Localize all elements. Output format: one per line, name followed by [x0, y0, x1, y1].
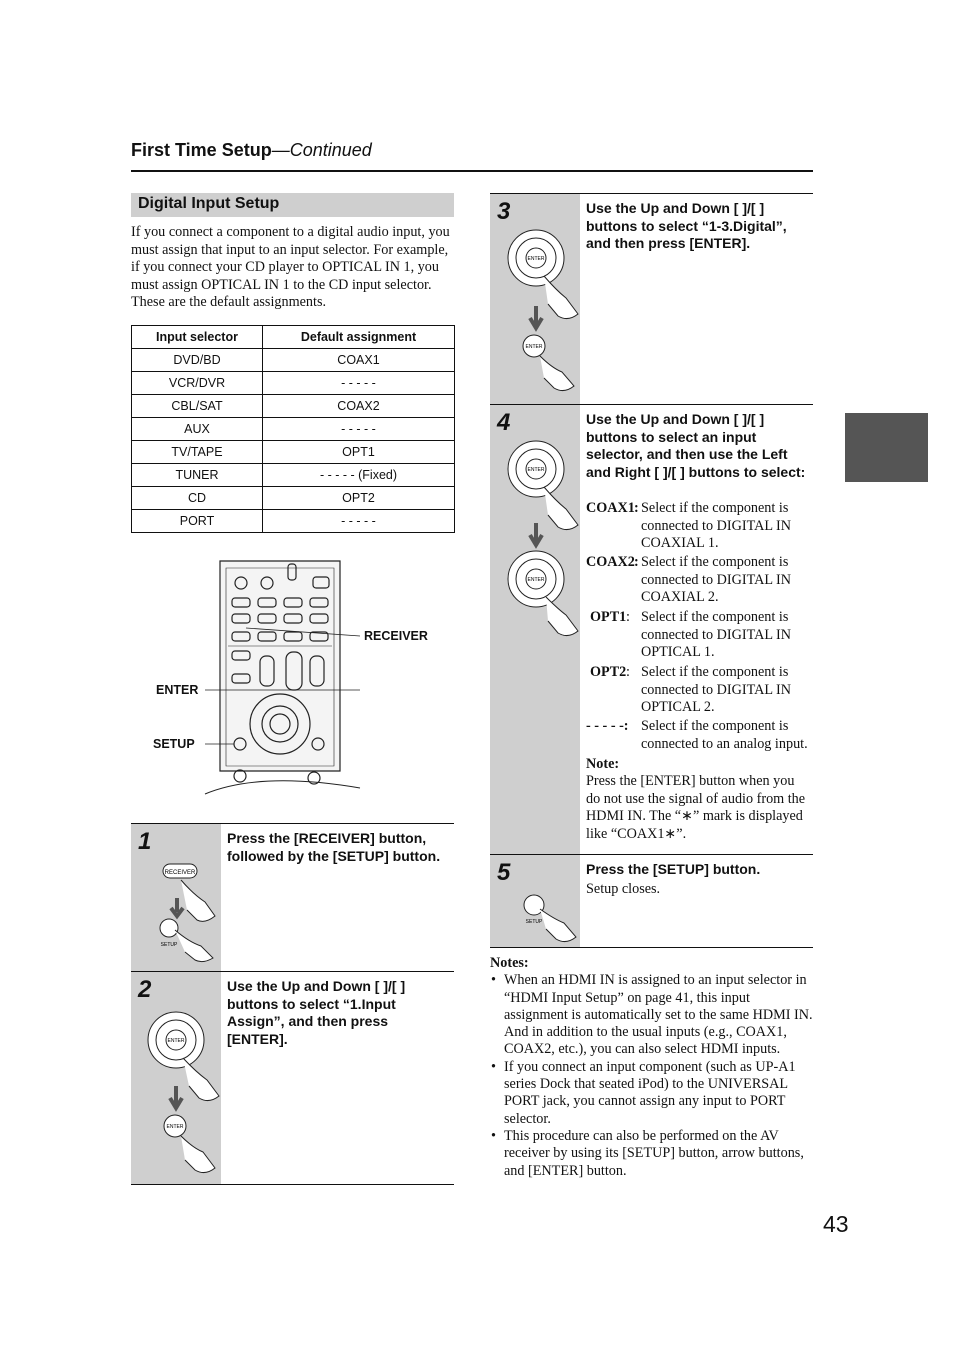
- input-selector-cell: PORT: [132, 510, 263, 533]
- assignment-cell: - - - - -: [263, 510, 455, 533]
- step-number: 3: [497, 198, 511, 225]
- notes-section: [490, 955, 814, 1180]
- step-number: 1: [138, 828, 152, 855]
- enter-button-label: ENTER: [167, 1038, 185, 1044]
- step-note: [586, 756, 812, 843]
- step-5: [490, 854, 813, 948]
- option-key: COAX2: [586, 554, 635, 570]
- notes-label: Notes:: [490, 955, 529, 971]
- table-row: [132, 510, 455, 533]
- option-description: Select if the component is connected to DIGITAL IN OPTICAL 1.: [641, 609, 792, 661]
- setup-callout: SETUP: [153, 737, 195, 751]
- intro-paragraph: If you connect a component to a digital audio input, you must assign that input to an input selector. For example, if you connect your CD player to OPTICAL IN 1, you must assign OPTICAL IN 1 to the CD input selector. These are the default assignments.: [131, 224, 450, 311]
- input-selector-cell: VCR/DVR: [132, 372, 263, 395]
- input-selector-cell: AUX: [132, 418, 263, 441]
- option-description: Select if the component is connected to DIGITAL IN COAXIAL 1.: [641, 500, 792, 552]
- option-coax1: COAX1 : Select if the component is connected to DIGITAL IN COAXIAL 1.: [586, 500, 816, 554]
- input-selector-cell: CD: [132, 487, 263, 510]
- table-row: [132, 395, 455, 418]
- input-selector-cell: TV/TAPE: [132, 441, 263, 464]
- list-item: • If you connect an input component (such as UP-A1 series Dock that seated iPod) to the UNIVERSAL PORT jack, you cannot assign any input to PORT selector.: [504, 1059, 814, 1128]
- step-number: 2: [138, 976, 152, 1003]
- enter-button-label: ENTER: [527, 467, 545, 473]
- step-instruction: Use the Up and Down [ ]/[ ] buttons to select “1-3.Digital”, and then press [ENTER].: [586, 200, 787, 251]
- step-note-text: Press the [ENTER] button when you do not use the signal of audio from the HDMI IN. The “∗” mark is displayed like “COAX1∗”.: [586, 773, 806, 842]
- option-description: Select if the component is connected to DIGITAL IN OPTICAL 2.: [641, 664, 792, 716]
- receiver-callout: RECEIVER: [364, 629, 428, 643]
- option-key: - - - - -:: [586, 718, 629, 734]
- option-key: COAX1: [586, 500, 635, 516]
- option-opt1: OPT1 : Select if the component is connected to DIGITAL IN OPTICAL 1.: [586, 609, 816, 663]
- option-key: OPT1: [590, 609, 627, 625]
- step-result: Setup closes.: [586, 881, 661, 897]
- step-number: 5: [497, 859, 511, 886]
- table-header-row: [132, 326, 455, 349]
- list-item: • This procedure can also be performed on the AV receiver by using its [SETUP] button, arrow buttons, and [ENTER] button.: [504, 1128, 814, 1180]
- header-title: First Time Setup: [131, 140, 272, 160]
- page-number: 43: [823, 1211, 849, 1237]
- enter-button-label: ENTER: [166, 1124, 184, 1130]
- remote-control-icon: [150, 556, 450, 806]
- press-arrows-then-enter-icon: [500, 226, 580, 396]
- step-instruction: Use the Up and Down [ ]/[ ] buttons to select an input selector, and then use the Left and Right [ ]/[ ] buttons to select:: [586, 411, 806, 480]
- remote-control-illustration: [150, 556, 450, 806]
- step-instruction: Press the [SETUP] button.: [586, 861, 761, 877]
- option-none: [586, 718, 816, 754]
- receiver-button-label: RECEIVER: [164, 870, 196, 876]
- enter-callout: ENTER: [156, 683, 199, 697]
- step-2: [131, 971, 454, 1185]
- step-instruction: Use the Up and Down [ ]/[ ] buttons to select “1.Input Assign”, and then press [ENTER].: [227, 978, 406, 1047]
- enter-button-label: ENTER: [525, 344, 543, 350]
- table-row: [132, 372, 455, 395]
- chapter-tab: [845, 413, 928, 482]
- default-assignment-table: [131, 325, 455, 533]
- step-3: [490, 193, 813, 405]
- header-continued: —Continued: [271, 140, 372, 160]
- table-row: [132, 349, 455, 372]
- table-header: Default assignment: [263, 326, 455, 349]
- option-description: Select if the component is connected to an analog input.: [641, 718, 808, 752]
- option-description: Select if the component is connected to DIGITAL IN COAXIAL 2.: [641, 554, 792, 606]
- enter-button-label: ENTER: [527, 577, 545, 583]
- enter-button-label: ENTER: [527, 256, 545, 262]
- table-row: [132, 464, 455, 487]
- table-row: [132, 487, 455, 510]
- input-selector-cell: TUNER: [132, 464, 263, 487]
- assignment-cell: - - - - -: [263, 372, 455, 395]
- press-receiver-then-setup-icon: [141, 854, 217, 964]
- assignment-cell: - - - - - (Fixed): [263, 464, 455, 487]
- page-header: [131, 140, 813, 172]
- option-key: OPT2: [590, 664, 627, 680]
- assignment-cell: - - - - -: [263, 418, 455, 441]
- assignment-cell: COAX2: [263, 395, 455, 418]
- setup-button-label: SETUP: [160, 942, 178, 948]
- list-item: • When an HDMI IN is assigned to an input selector in “HDMI Input Setup” on page 41, this input assignment is automatically set to the same HDMI IN. And in addition to the usual inputs (e.g., COAX1, COAX2, etc.), you can also select HDMI inputs.: [504, 972, 814, 1058]
- table-row: [132, 441, 455, 464]
- step-instruction: Press the [RECEIVER] button, followed by the [SETUP] button.: [227, 830, 441, 864]
- option-coax2: COAX2 : Select if the component is connected to DIGITAL IN COAXIAL 2.: [586, 554, 816, 608]
- assignment-cell: OPT1: [263, 441, 455, 464]
- press-arrows-then-enter-icon: [141, 1002, 221, 1178]
- press-setup-icon: [500, 885, 580, 945]
- table-row: [132, 418, 455, 441]
- table-header: Input selector: [132, 326, 263, 349]
- step-note-label: Note:: [586, 756, 620, 772]
- option-opt2: OPT2 : Select if the component is connected to DIGITAL IN OPTICAL 2.: [586, 664, 816, 718]
- section-heading-bar: [131, 193, 454, 217]
- section-title: Digital Input Setup: [138, 195, 280, 212]
- input-selector-cell: CBL/SAT: [132, 395, 263, 418]
- setup-button-label: SETUP: [525, 919, 543, 925]
- step-number: 4: [497, 409, 511, 436]
- step-1: [131, 823, 454, 972]
- press-updown-then-leftright-icon: [500, 437, 580, 647]
- assignment-cell: COAX1: [263, 349, 455, 372]
- input-selector-cell: DVD/BD: [132, 349, 263, 372]
- assignment-cell: OPT2: [263, 487, 455, 510]
